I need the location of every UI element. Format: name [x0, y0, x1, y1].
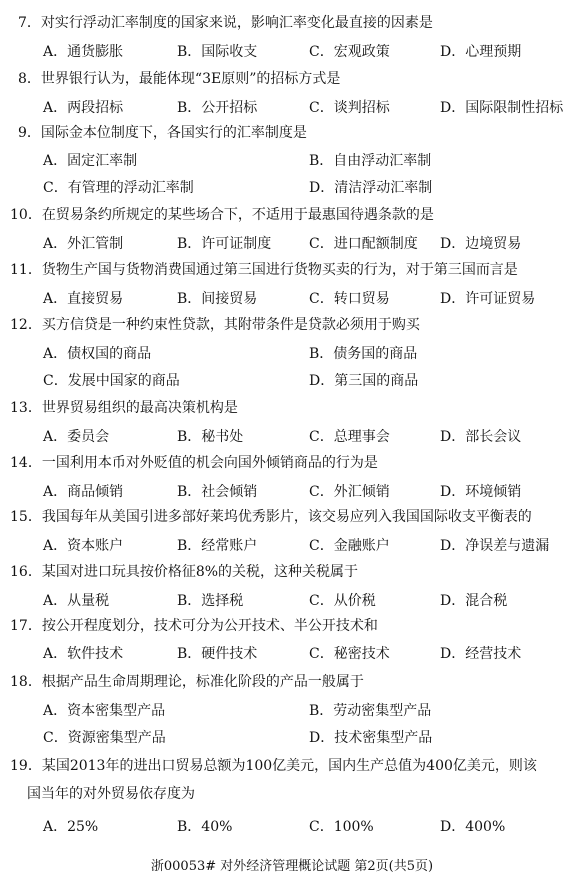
option-b: B．劳动密集型产品: [309, 703, 432, 719]
question-stem: 8．世界银行认为，最能体现“3E原则”的招标方式是: [18, 71, 341, 87]
options-row: [0, 345, 584, 363]
option-a: A．25%: [43, 819, 99, 835]
question-stem-continuation: 国当年的对外贸易依存度为: [27, 786, 195, 802]
options-row: [0, 99, 584, 117]
option-d: D．清洁浮动汇率制: [309, 180, 433, 196]
option-d: D．第三国的商品: [309, 373, 419, 389]
options-row: [0, 152, 584, 170]
options-row: [0, 702, 584, 720]
question-stem: 11．货物生产国与货物消费国通过第三国进行货物买卖的行为，对于第三国而言是: [10, 262, 518, 278]
option-c: C．宏观政策: [309, 44, 390, 60]
options-row: [0, 179, 584, 197]
question-stem: 14．一国利用本币对外贬值的机会向国外倾销商品的行为是: [10, 455, 378, 471]
option-b: B．选择税: [177, 593, 244, 609]
option-d: D．国际限制性招标: [440, 100, 564, 116]
options-row: [0, 235, 584, 253]
option-c: C．进口配额制度: [309, 236, 418, 252]
option-c: C．秘密技术: [309, 646, 390, 662]
option-c: C．金融账户: [309, 538, 390, 554]
option-b: B．社会倾销: [177, 484, 258, 500]
option-a: A．软件技术: [43, 646, 124, 662]
option-a: A．外汇管制: [43, 236, 124, 252]
option-d: D．经营技术: [440, 646, 522, 662]
option-a: A．固定汇率制: [43, 153, 138, 169]
option-d: D．部长会议: [440, 429, 522, 445]
question-stem: 13．世界贸易组织的最高决策机构是: [10, 400, 238, 416]
options-row: [0, 483, 584, 501]
question-stem: 9．国际金本位制度下，各国实行的汇率制度是: [18, 125, 307, 141]
option-b: B．秘书处: [177, 429, 244, 445]
option-d: D．许可证贸易: [440, 291, 536, 307]
option-b: B．硬件技术: [177, 646, 258, 662]
option-a: A．资本账户: [43, 538, 124, 554]
option-c: C．外汇倾销: [309, 484, 390, 500]
option-b: B．间接贸易: [177, 291, 258, 307]
option-b: B．许可证制度: [177, 236, 272, 252]
option-d: D．心理预期: [440, 44, 522, 60]
option-d: D．净误差与遗漏: [440, 538, 550, 554]
question-stem: 18．根据产品生命周期理论，标准化阶段的产品一般属于: [10, 674, 364, 690]
option-a: A．通货膨胀: [43, 44, 124, 60]
option-c: C．总理事会: [309, 429, 390, 445]
option-c: C．有管理的浮动汇率制: [43, 180, 194, 196]
options-row: [0, 428, 584, 446]
option-c: C．100%: [309, 819, 374, 835]
option-b: B．40%: [177, 819, 233, 835]
options-row: [0, 818, 584, 836]
option-b: B．国际收支: [177, 44, 258, 60]
options-row: [0, 372, 584, 390]
option-a: A．商品倾销: [43, 484, 124, 500]
option-b: B．债务国的商品: [309, 346, 418, 362]
option-d: D．混合税: [440, 593, 508, 609]
option-d: D．400%: [440, 819, 506, 835]
option-c: C．转口贸易: [309, 291, 390, 307]
option-d: D．环境倾销: [440, 484, 522, 500]
option-c: C．谈判招标: [309, 100, 390, 116]
page-footer: 浙00053# 对外经济管理概论试题 第2页(共5页): [150, 859, 434, 874]
option-b: B．公开招标: [177, 100, 258, 116]
option-c: C．资源密集型产品: [43, 730, 166, 746]
options-row: [0, 537, 584, 555]
question-stem: 19．某国2013年的进出口贸易总额为100亿美元，国内生产总值为400亿美元，则该: [10, 758, 537, 774]
option-a: A．资本密集型产品: [43, 703, 166, 719]
option-a: A．两段招标: [43, 100, 124, 116]
options-row: [0, 645, 584, 663]
question-stem: 10．在贸易条约所规定的某些场合下，不适用于最惠国待遇条款的是: [10, 207, 434, 223]
question-stem: 12．买方信贷是一种约束性贷款，其附带条件是贷款必须用于购买: [10, 317, 420, 333]
option-a: A．直接贸易: [43, 291, 124, 307]
options-row: [0, 729, 584, 747]
question-stem: 7．对实行浮动汇率制度的国家来说，影响汇率变化最直接的因素是: [18, 15, 433, 31]
option-d: D．边境贸易: [440, 236, 522, 252]
options-row: [0, 290, 584, 308]
question-stem: 17．按公开程度划分，技术可分为公开技术、半公开技术和: [10, 618, 378, 634]
question-stem: 15．我国每年从美国引进多部好莱坞优秀影片，该交易应列入我国国际收支平衡表的: [10, 509, 532, 525]
option-a: A．债权国的商品: [43, 346, 152, 362]
option-d: D．技术密集型产品: [309, 730, 433, 746]
options-row: [0, 43, 584, 61]
option-c: C．发展中国家的商品: [43, 373, 180, 389]
option-a: A．委员会: [43, 429, 110, 445]
option-b: B．经常账户: [177, 538, 258, 554]
option-a: A．从量税: [43, 593, 110, 609]
options-row: [0, 592, 584, 610]
option-b: B．自由浮动汇率制: [309, 153, 432, 169]
option-c: C．从价税: [309, 593, 376, 609]
question-stem: 16．某国对进口玩具按价格征8%的关税，这种关税属于: [10, 564, 359, 580]
